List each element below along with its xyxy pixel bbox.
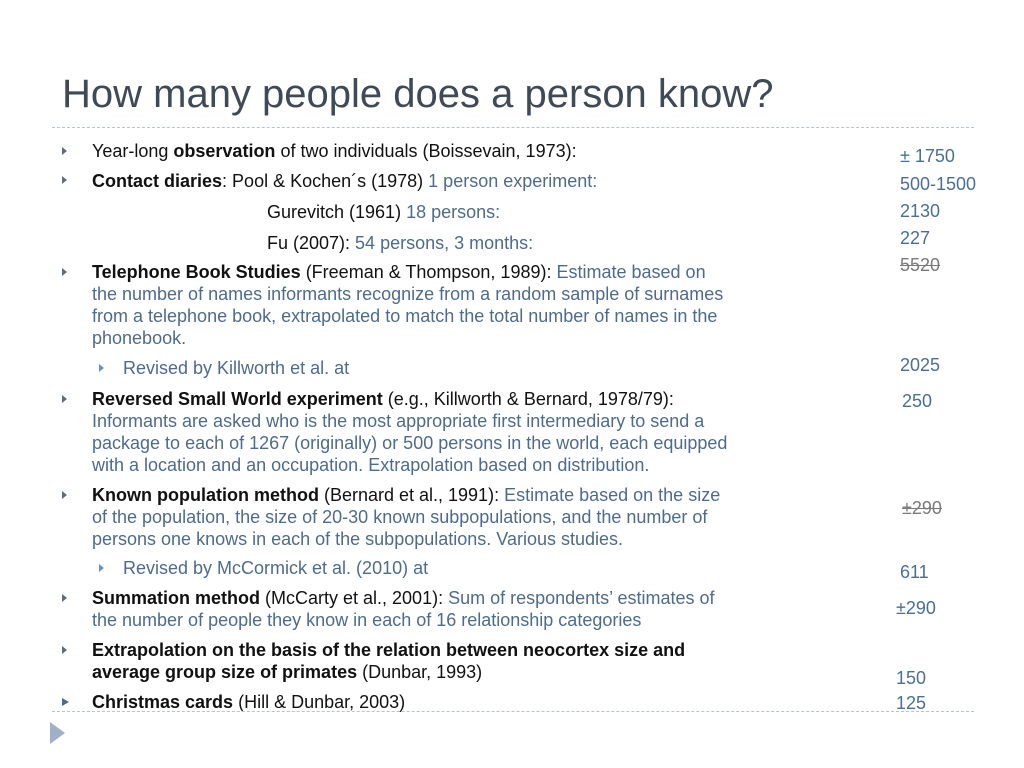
value-killworth-revised: 2025 [900,355,941,375]
item-known-population-line2: of the population, the size of 20-30 known subpopulations, and the number of [92,507,708,527]
item-observation: Year-long observation of two individuals (Boissevain, 1973): [92,141,577,161]
item-mccormick-revised: Revised by McCormick et al. (2010) at [123,558,429,578]
item-telephone-line2: the number of names informants recognize from a random sample of surnames [92,284,724,304]
value-mccormick-revised: 611 [900,562,929,582]
item-gurevitch: Gurevitch (1961) 18 persons: [267,202,501,222]
item-extrapolation: Extrapolation on the basis of the relation between neocortex size and [92,640,686,660]
item-reversed-line3: package to each of 1267 (originally) or 500 persons in the world, each equipped [92,433,728,453]
item-reversed-small-world: Reversed Small World experiment (e.g., Killworth & Bernard, 1978/79): [92,389,674,409]
value-gurevitch: 2130 [900,201,941,221]
value-summation: ±290 [896,598,936,618]
top-divider [52,127,974,128]
item-contact-diaries: Contact diaries: Pool & Kochen´s (1978) 1 person experiment: [92,171,598,191]
bullet-icon [62,646,67,654]
bottom-divider [52,711,974,712]
value-christmas-cards: 125 [896,693,927,713]
next-slide-arrow-icon[interactable] [50,722,65,744]
bullet-icon [62,594,67,602]
value-known-population: ±290 [902,498,942,518]
slide-title: How many people does a person know? [62,72,774,116]
bullet-icon [62,268,67,276]
sub-bullet-icon [99,364,104,372]
value-telephone-book: 5520 [900,255,941,275]
value-observation: ± 1750 [900,146,955,166]
value-reversed-small-world: 250 [902,391,933,411]
item-reversed-line2: Informants are asked who is the most appropriate first intermediary to send a [92,411,705,431]
item-reversed-line4: with a location and an occupation. Extrapolation based on distribution. [92,455,650,475]
value-contact-diaries: 500-1500 [900,174,977,194]
value-extrapolation: 150 [896,668,927,688]
item-fu: Fu (2007): 54 persons, 3 months: [267,233,534,253]
item-telephone-line3: from a telephone book, extrapolated to match the total number of names in the [92,306,718,326]
item-extrapolation-line2: average group size of primates (Dunbar, 1993) [92,662,483,682]
item-known-population-line3: persons one knows in each of the subpopulations. Various studies. [92,529,623,549]
sub-bullet-icon [99,564,104,572]
item-christmas-cards: Christmas cards (Hill & Dunbar, 2003) [92,692,406,712]
value-fu: 227 [900,228,931,248]
item-known-population: Known population method (Bernard et al., 1991): Estimate based on the size [92,485,721,505]
bullet-icon [62,395,67,403]
bullet-icon [62,491,67,499]
item-killworth-revised: Revised by Killworth et al. at [123,358,350,378]
item-summation-line2: the number of people they know in each of 16 relationship categories [92,610,642,630]
bullet-icon [62,176,67,184]
item-summation: Summation method (McCarty et al., 2001): Sum of respondents’ estimates of [92,588,715,608]
bullet-icon [62,698,69,706]
item-telephone-book: Telephone Book Studies (Freeman & Thompson, 1989): Estimate based on [92,262,706,282]
bullet-icon [62,147,67,155]
item-telephone-line4: phonebook. [92,328,187,348]
